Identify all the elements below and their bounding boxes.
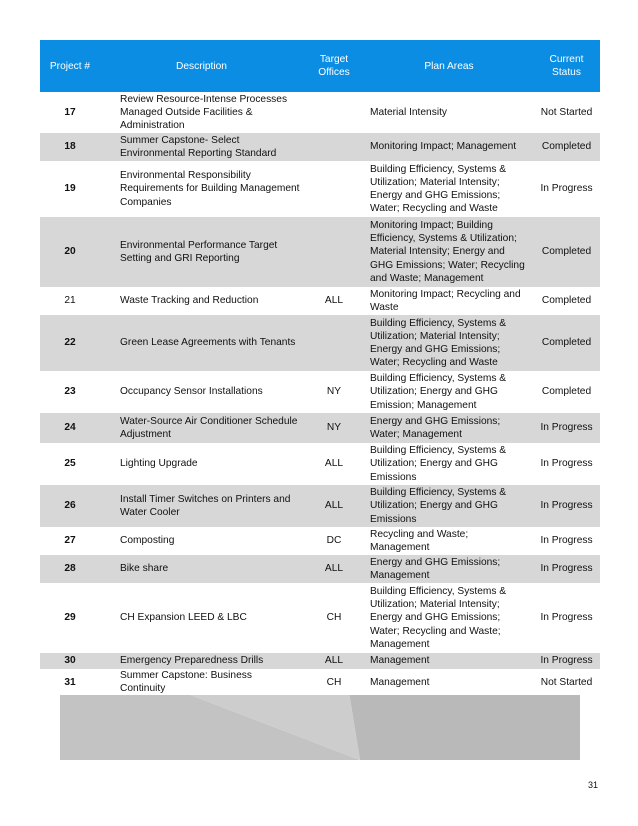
table-row [40,555,600,583]
target-office [303,161,365,217]
table-row [40,527,600,555]
table-row [40,669,600,695]
current-status: Completed [533,217,600,287]
current-status: Not Started [533,669,600,695]
target-office: ALL [303,485,365,527]
target-office [303,133,365,161]
project-number: 17 [40,92,100,133]
plan-areas: Building Efficiency, Systems & Utilization; Material Intensity; Energy and GHG Emissions; Water; Recycling and Waste [365,315,533,371]
plan-areas: Monitoring Impact; Management [365,133,533,161]
target-office: ALL [303,653,365,669]
table-row [40,653,600,669]
current-status: In Progress [533,485,600,527]
table-row [40,287,600,315]
plan-areas: Management [365,653,533,669]
target-office: ALL [303,287,365,315]
target-office: NY [303,371,365,413]
project-number: 18 [40,133,100,161]
target-office: ALL [303,443,365,485]
plan-areas: Building Efficiency, Systems & Utilization; Energy and GHG Emissions [365,443,533,485]
current-status: Completed [533,133,600,161]
project-number: 25 [40,443,100,485]
plan-areas: Building Efficiency, Systems & Utilization; Energy and GHG Emissions [365,485,533,527]
project-number: 31 [40,669,100,695]
plan-areas: Monitoring Impact; Building Efficiency, Systems & Utilization; Material Intensity; Energy and GHG Emissions; Water; Recycling and Waste; Management [365,217,533,287]
current-status: In Progress [533,161,600,217]
table-row [40,413,600,443]
plan-areas: Monitoring Impact; Recycling and Waste [365,287,533,315]
current-status: In Progress [533,413,600,443]
project-description: Review Resource-Intense Processes Managed Outside Facilities & Administration [100,92,303,133]
table-row [40,443,600,485]
target-office [303,315,365,371]
plan-areas: Building Efficiency, Systems & Utilization; Material Intensity; Energy and GHG Emissions; Water; Recycling and Waste; Management [365,583,533,653]
project-number: 19 [40,161,100,217]
target-office [303,92,365,133]
table-row [40,217,600,287]
target-office: CH [303,583,365,653]
project-description: Environmental Responsibility Requirements for Building Management Companies [100,161,303,217]
current-status: In Progress [533,527,600,555]
current-status: In Progress [533,555,600,583]
project-number: 26 [40,485,100,527]
current-status: In Progress [533,583,600,653]
project-number: 29 [40,583,100,653]
current-status: Completed [533,287,600,315]
header-target-offices: Target Offices [303,40,365,92]
header-current-status: Current Status [533,40,600,92]
project-description: Bike share [100,555,303,583]
project-description: Water-Source Air Conditioner Schedule Adjustment [100,413,303,443]
plan-areas: Management [365,669,533,695]
project-number: 21 [40,287,100,315]
current-status: Not Started [533,92,600,133]
target-office: DC [303,527,365,555]
plan-areas: Material Intensity [365,92,533,133]
current-status: Completed [533,315,600,371]
project-number: 22 [40,315,100,371]
current-status: In Progress [533,443,600,485]
project-description: Lighting Upgrade [100,443,303,485]
project-description: Green Lease Agreements with Tenants [100,315,303,371]
project-number: 30 [40,653,100,669]
header-description: Description [100,40,303,92]
target-office [303,217,365,287]
project-number: 27 [40,527,100,555]
plan-areas: Energy and GHG Emissions; Water; Management [365,413,533,443]
project-number: 28 [40,555,100,583]
project-description: CH Expansion LEED & LBC [100,583,303,653]
plan-areas: Building Efficiency, Systems & Utilization; Material Intensity; Energy and GHG Emissions; Water; Recycling and Waste [365,161,533,217]
table-row [40,133,600,161]
project-number: 24 [40,413,100,443]
project-description: Composting [100,527,303,555]
project-description: Summer Capstone: Business Continuity [100,669,303,695]
project-description: Environmental Performance Target Setting and GRI Reporting [100,217,303,287]
table-row [40,371,600,413]
project-number: 23 [40,371,100,413]
table-header-row [40,40,600,92]
current-status: Completed [533,371,600,413]
project-description: Install Timer Switches on Printers and Water Cooler [100,485,303,527]
header-project: Project # [40,40,100,92]
table-row [40,583,600,653]
table-row [40,92,600,133]
page-number: 31 [587,780,598,790]
table-row [40,485,600,527]
target-office: ALL [303,555,365,583]
target-office: NY [303,413,365,443]
current-status: In Progress [533,653,600,669]
project-description: Emergency Preparedness Drills [100,653,303,669]
project-description: Waste Tracking and Reduction [100,287,303,315]
table-row [40,161,600,217]
target-office: CH [303,669,365,695]
table-row [40,315,600,371]
header-plan-areas: Plan Areas [365,40,533,92]
plan-areas: Energy and GHG Emissions; Management [365,555,533,583]
plan-areas: Recycling and Waste; Management [365,527,533,555]
project-description: Summer Capstone- Select Environmental Reporting Standard [100,133,303,161]
project-number: 20 [40,217,100,287]
projects-table [40,40,600,695]
plan-areas: Building Efficiency, Systems & Utilization; Energy and GHG Emission; Management [365,371,533,413]
project-description: Occupancy Sensor Installations [100,371,303,413]
